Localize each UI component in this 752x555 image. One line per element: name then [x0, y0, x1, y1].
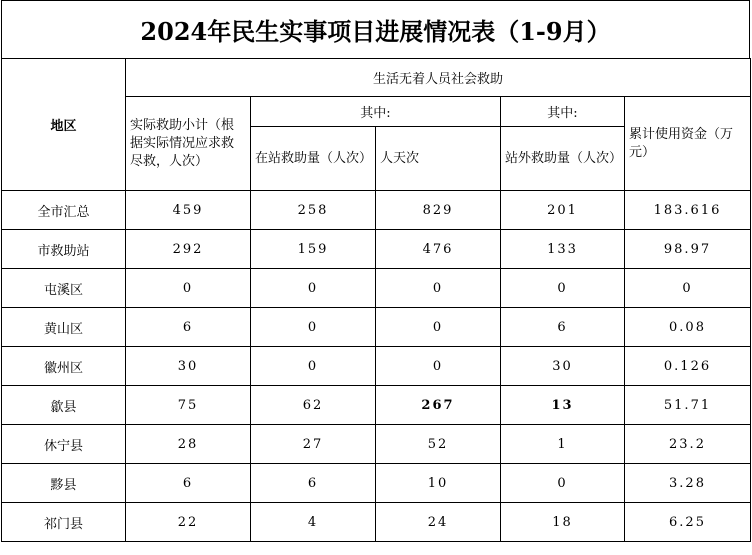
cell-subtotal: 22: [126, 503, 251, 542]
cell-person-days: 0: [376, 308, 501, 347]
table-row: [2, 464, 751, 503]
cell-subtotal: 0: [126, 269, 251, 308]
cell-person-days: 24: [376, 503, 501, 542]
cell-subtotal: 459: [126, 191, 251, 230]
cell-person-days: 829: [376, 191, 501, 230]
cell-out-station: 30: [501, 347, 625, 386]
table-row: [2, 191, 751, 230]
cell-region: 休宁县: [2, 425, 126, 464]
cell-in-station: 258: [251, 191, 376, 230]
page-title: 2024年民生实事项目进展情况表（1-9月）: [1, 0, 750, 58]
cell-subtotal: 75: [126, 386, 251, 425]
cell-out-station: 201: [501, 191, 625, 230]
cell-person-days: 0: [376, 269, 501, 308]
cell-in-station: 4: [251, 503, 376, 542]
cell-in-station: 27: [251, 425, 376, 464]
header-out-station: 站外救助量（人次）: [501, 127, 625, 191]
cell-in-station: 159: [251, 230, 376, 269]
table-row: [2, 347, 751, 386]
table-row: [2, 503, 751, 542]
progress-table: [1, 58, 751, 542]
cell-person-days: 267: [376, 386, 501, 425]
cell-out-station: 133: [501, 230, 625, 269]
cell-in-station: 0: [251, 347, 376, 386]
cell-out-station: 18: [501, 503, 625, 542]
cell-subtotal: 28: [126, 425, 251, 464]
cell-funds: 0.126: [625, 347, 751, 386]
table-row: [2, 308, 751, 347]
cell-subtotal: 6: [126, 308, 251, 347]
cell-out-station: 0: [501, 269, 625, 308]
cell-funds: 0.08: [625, 308, 751, 347]
cell-funds: 98.97: [625, 230, 751, 269]
table-row: [2, 386, 751, 425]
cell-funds: 51.71: [625, 386, 751, 425]
cell-person-days: 0: [376, 347, 501, 386]
cell-subtotal: 30: [126, 347, 251, 386]
header-region: 地区: [2, 59, 126, 191]
cell-region: 市救助站: [2, 230, 126, 269]
cell-funds: 6.25: [625, 503, 751, 542]
cell-out-station: 13: [501, 386, 625, 425]
table-row: [2, 269, 751, 308]
header-funds: 累计使用资金（万元）: [625, 97, 751, 191]
cell-out-station: 6: [501, 308, 625, 347]
cell-funds: 0: [625, 269, 751, 308]
cell-funds: 183.616: [625, 191, 751, 230]
cell-in-station: 0: [251, 308, 376, 347]
cell-funds: 23.2: [625, 425, 751, 464]
table-row: [2, 425, 751, 464]
cell-subtotal: 6: [126, 464, 251, 503]
cell-out-station: 1: [501, 425, 625, 464]
cell-region: 歙县: [2, 386, 126, 425]
header-out-station-group: 其中:: [501, 97, 625, 127]
header-in-station: 在站救助量（人次）: [251, 127, 376, 191]
table-row: [2, 230, 751, 269]
cell-region: 屯溪区: [2, 269, 126, 308]
cell-region: 祁门县: [2, 503, 126, 542]
cell-region: 黄山区: [2, 308, 126, 347]
header-group: 生活无着人员社会救助: [126, 59, 751, 97]
cell-in-station: 0: [251, 269, 376, 308]
cell-out-station: 0: [501, 464, 625, 503]
header-subtotal: 实际救助小计（根据实际情况应求救尽救，人次）: [126, 97, 251, 191]
cell-person-days: 476: [376, 230, 501, 269]
cell-in-station: 6: [251, 464, 376, 503]
cell-funds: 3.28: [625, 464, 751, 503]
cell-region: 黟县: [2, 464, 126, 503]
header-in-station-group: 其中:: [251, 97, 501, 127]
cell-person-days: 52: [376, 425, 501, 464]
cell-in-station: 62: [251, 386, 376, 425]
cell-person-days: 10: [376, 464, 501, 503]
cell-subtotal: 292: [126, 230, 251, 269]
cell-region: 徽州区: [2, 347, 126, 386]
cell-region: 全市汇总: [2, 191, 126, 230]
header-person-days: 人天次: [376, 127, 501, 191]
